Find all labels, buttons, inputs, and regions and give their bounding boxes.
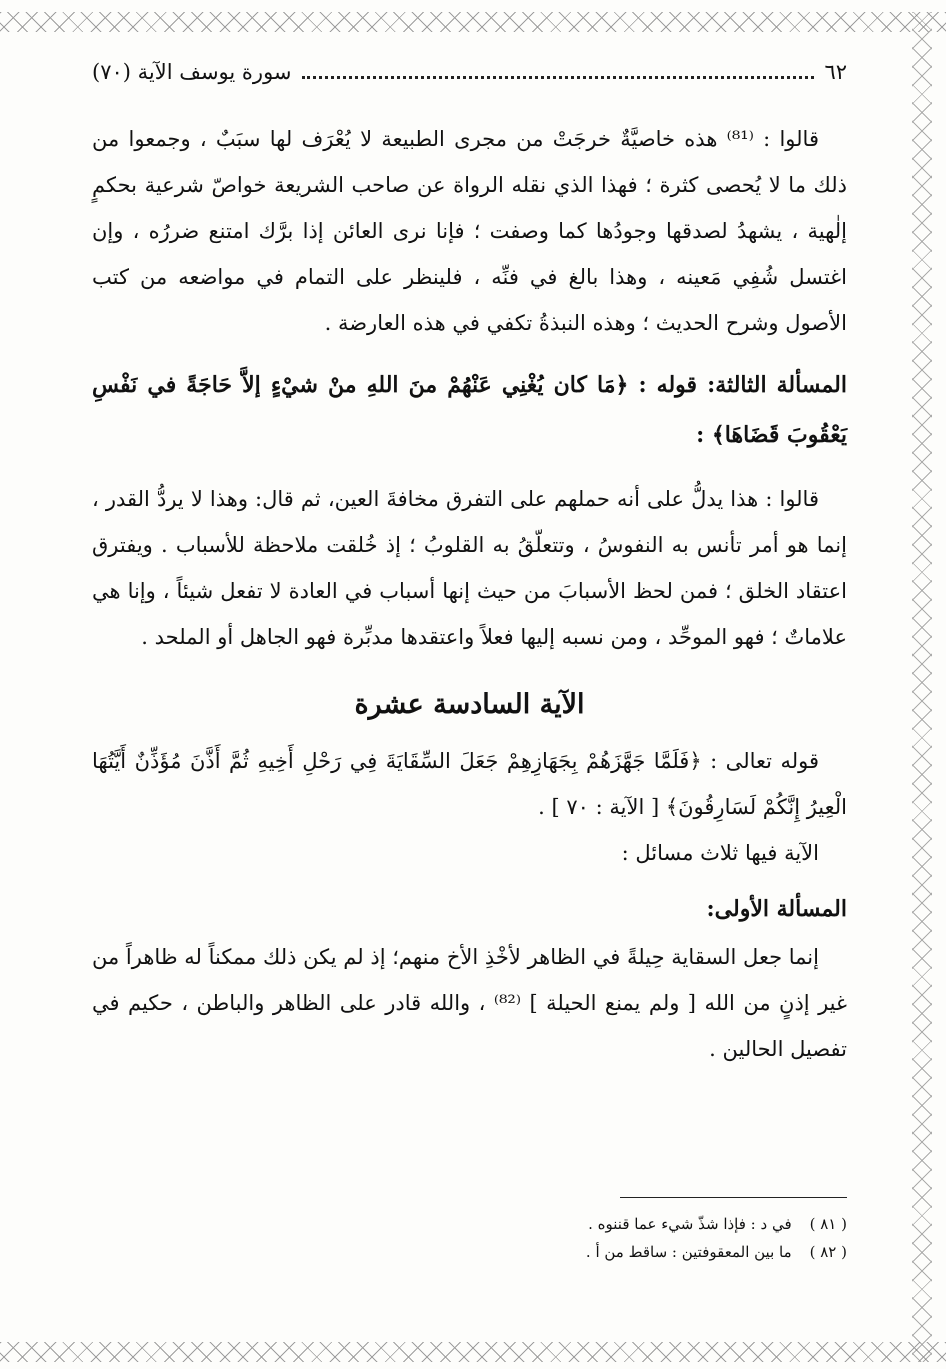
- footnote-number: ( ٨٢ ): [809, 1243, 847, 1261]
- footnote-text: في د : فإذا شذّ شيء عما قننوه .: [588, 1215, 792, 1233]
- paragraph-1: قالوا : ⁽⁸¹⁾ هذه خاصيَّةٌ خرجَتْ من مجرى الطبيعة لا يُعْرَف لها سبَبٌ ، وجمعوا من ذلك ما لا يُحصى كثرة ؛ فهذا الذي نقله الرواة عن صاحب الشريعة خواصّ شرعية بحكمٍ إلٰهية ، يشهدُ لصدقها وجودُها كما وصفت ؛ فإنا نرى العائن إذا برَّك امتنع ضررُه ، وإن اغتسل شُفِي مَعينه ، وهذا بالغ في فنِّه ، فلينظر على التمام في مواضعه من كتب الأصول وشرح الحديث ؛ وهذه النبذةُ تكفي في هذه العارضة .: [92, 127, 847, 335]
- running-header: [92, 60, 847, 90]
- paragraph-issues-count: الآية فيها ثلاث مسائل :: [621, 841, 819, 865]
- right-border-ornament: [912, 12, 932, 1362]
- footnote-text: ما بين المعقوفتين : ساقط من أ .: [585, 1243, 792, 1261]
- running-title: سورة يوسف الآية (٧٠): [92, 60, 292, 84]
- footnotes: [92, 1210, 847, 1266]
- paragraph-verse: قوله تعالى : ﴿فَلَمَّا جَهَّزَهُمْ بِجَهَازِهِمْ جَعَلَ السِّقَايَةَ فِي رَحْلِ أَخِيهِ ثُمَّ أَذَّنَ مُؤَذِّنٌ أَيَّتُهَا الْعِيرُ إِنَّكُمْ لَسَارِقُونَ﴾ [ الآية : ٧٠ ] .: [92, 749, 847, 819]
- section-title: الآية السادسة عشرة: [354, 689, 585, 720]
- footnote-number: ( ٨١ ): [809, 1215, 847, 1233]
- footnote-81: [92, 1210, 847, 1238]
- bottom-border-ornament: [0, 1342, 946, 1362]
- issue-1-heading: المسألة الأولى:: [706, 896, 847, 922]
- paragraph-2: قالوا : هذا يدلُّ على أنه حملهم على التفرق مخافةَ العين، ثم قال: وهذا لا يردُّ القدر ، إنما هو أمر تأنس به النفوسُ ، وتتعلّقُ به القلوبُ ؛ إذ خُلقت ملاحظة للأسباب . ويفترق اعتقاد الخلق ؛ فمن لحظ الأسبابَ من حيث إنها أسباب في العادة لا تفعل شيئاً ، وإنا هي علاماتٌ ؛ فهو الموحِّد ، ومن نسبه إليها فعلاً واعتقدها مدبِّرة فهو الجاهل أو الملحد .: [92, 487, 847, 649]
- page-number: ٦٢: [824, 60, 847, 84]
- issue-3-heading: المسألة الثالثة: قوله : ﴿مَا كان يُغْنِي عَنْهُمْ منَ اللهِ منْ شيْءٍ إلاَّ حَاجَةً في نَفْسِ يَعْقُوبَ قَضَاهَا﴾ :: [92, 372, 847, 448]
- paragraph-5: إنما جعل السقاية حِيلةً في الظاهر لأخْذِ الأخ منهم؛ إذ لم يكن ذلك ممكناً له ظاهراً من غير إذنٍ من الله [ ولم يمنع الحيلة ] ⁽⁸²⁾ ، والله قادر على الظاهر والباطن ، حكيم في تفصيل الحالين .: [92, 945, 847, 1061]
- footnote-rule: [620, 1197, 847, 1198]
- header-dots: [302, 62, 815, 79]
- footnote-82: [92, 1238, 847, 1266]
- spacer: [92, 460, 847, 476]
- top-border-ornament: [0, 12, 946, 32]
- page-body: [92, 60, 847, 1072]
